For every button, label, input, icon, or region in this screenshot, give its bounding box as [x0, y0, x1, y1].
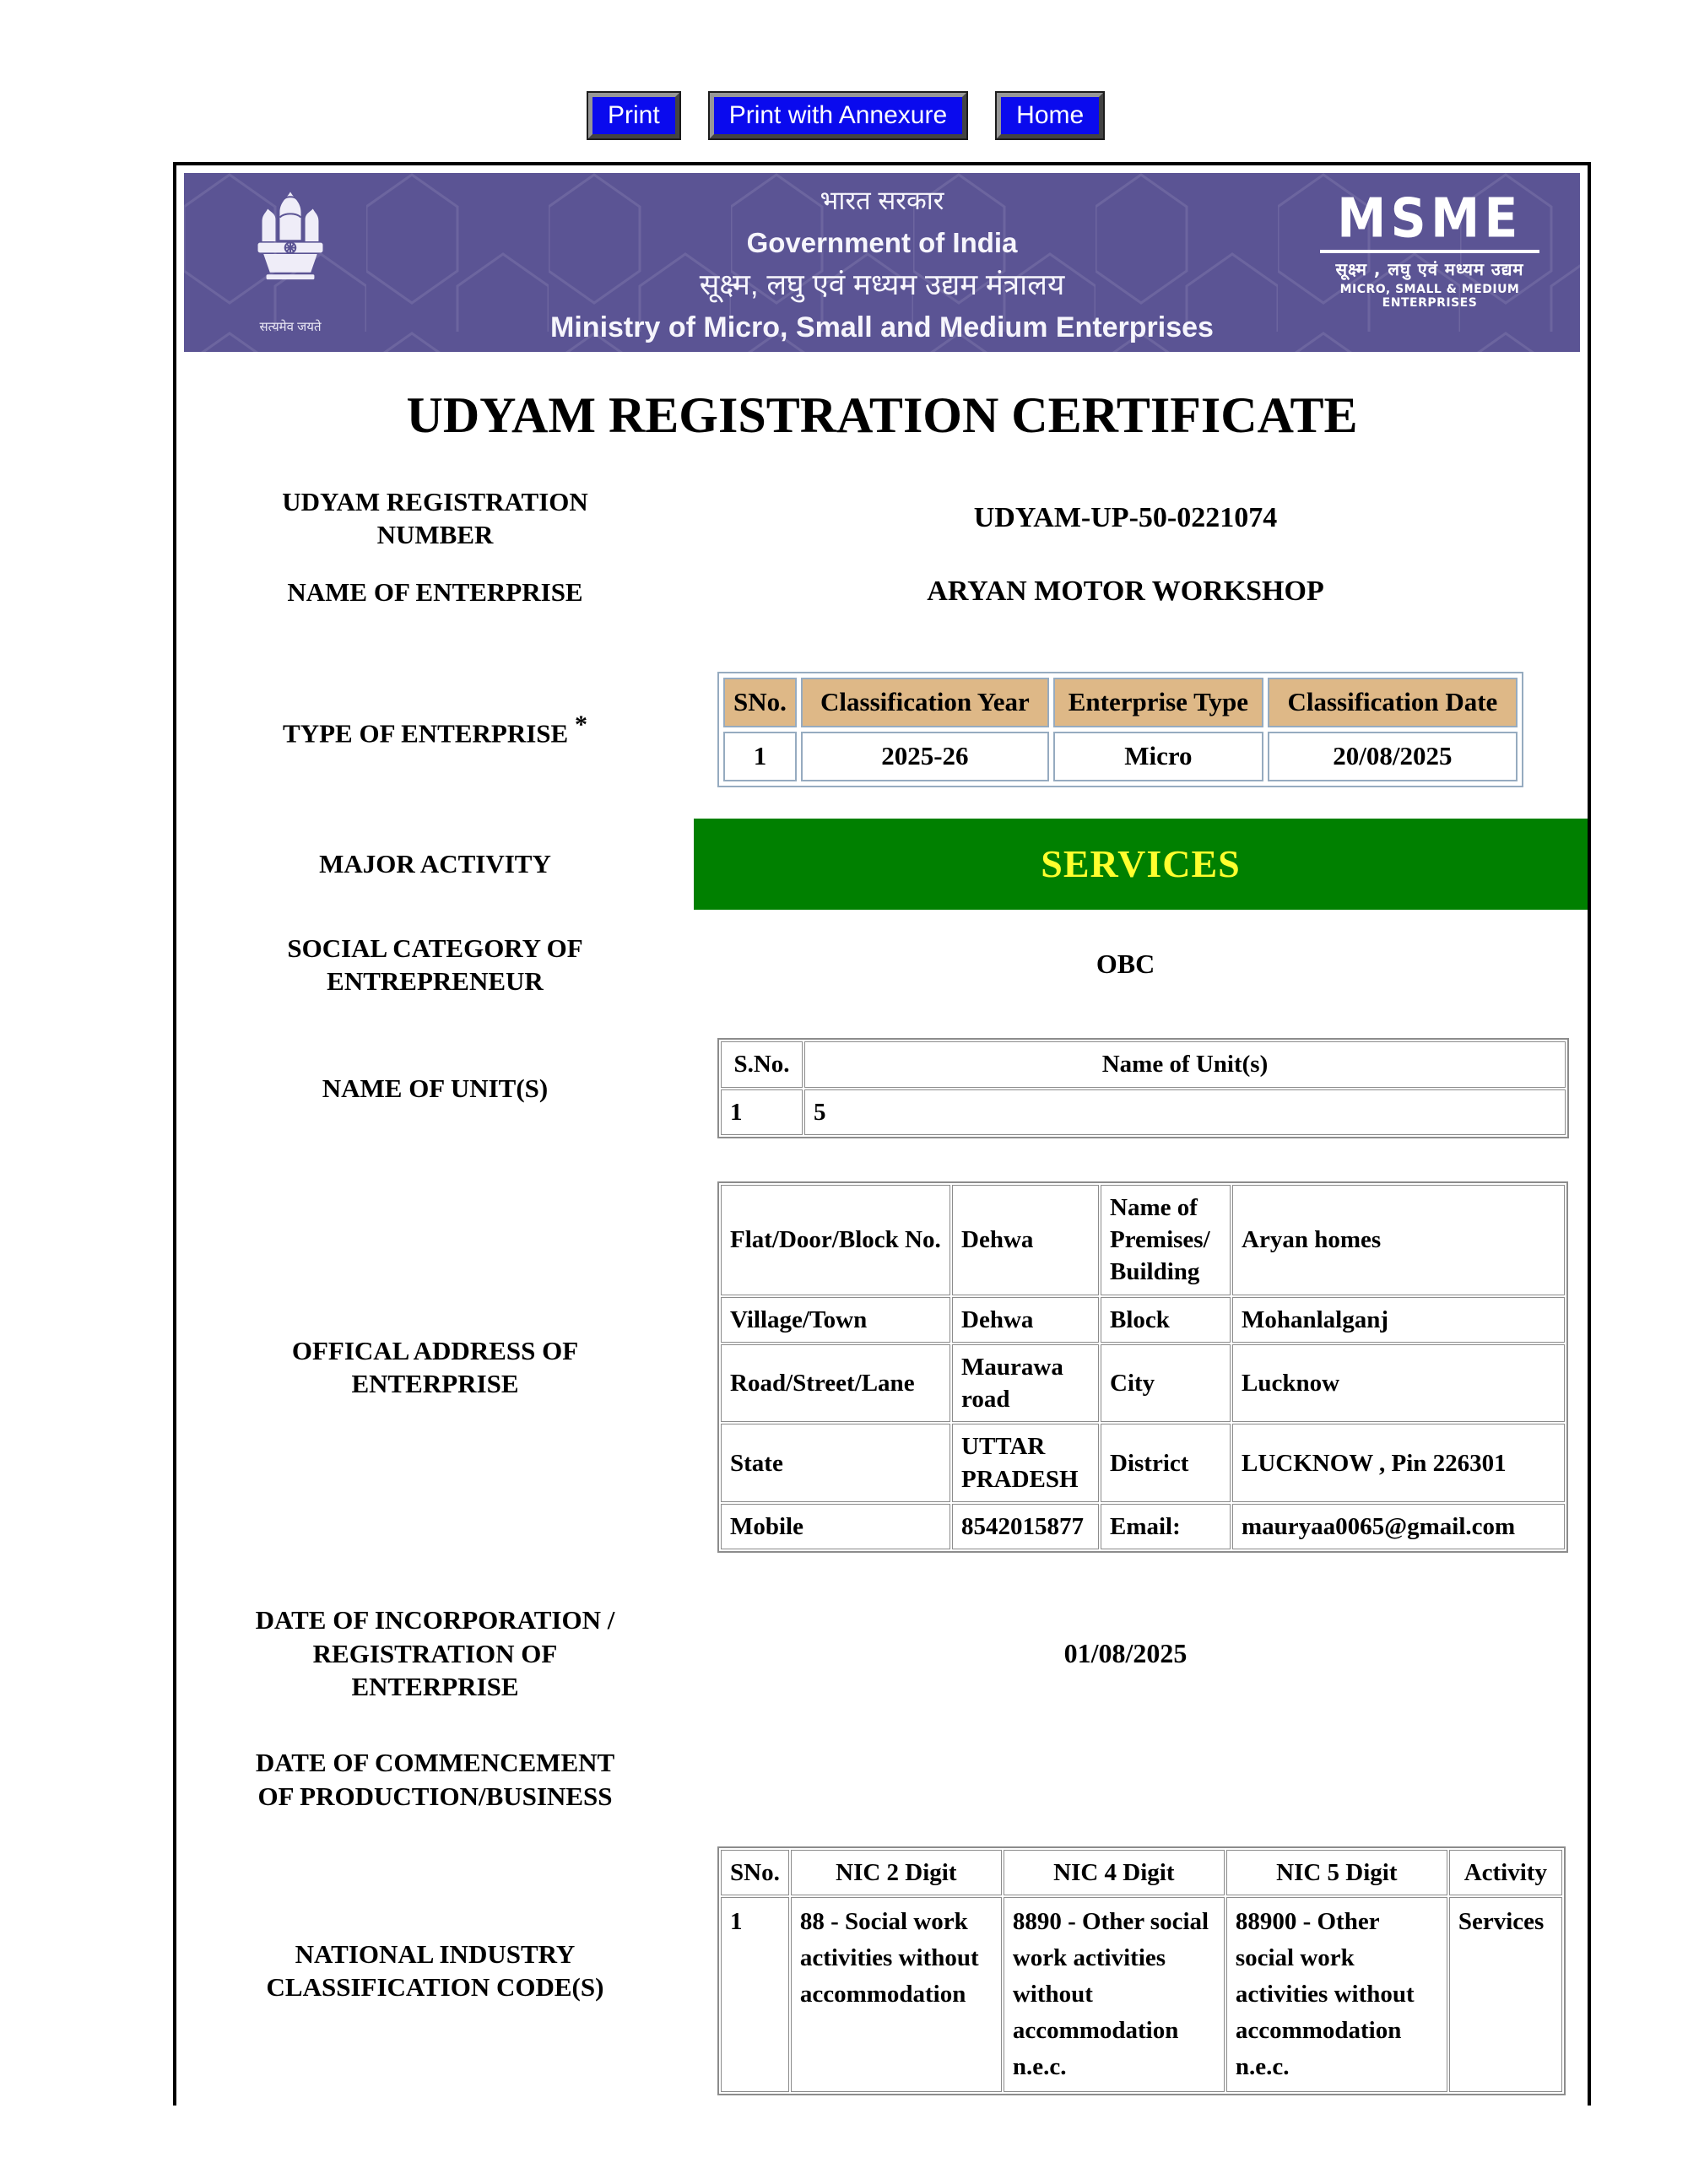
- column-header: NIC 5 Digit: [1226, 1850, 1447, 1895]
- print-toolbar: [588, 93, 1130, 138]
- column-header: Name of Unit(s): [804, 1041, 1566, 1087]
- enterprise-name-label: NAME OF ENTERPRISE: [287, 576, 583, 607]
- table-row: [721, 1897, 1562, 2092]
- field-row-commencement-date: [176, 1746, 1588, 1813]
- table-cell: Dehwa: [952, 1297, 1099, 1343]
- ministry-name-hindi: सूक्ष्म, लघु एवं मध्यम उद्यम मंत्रालय: [699, 268, 1065, 301]
- column-header: Enterprise Type: [1053, 678, 1263, 727]
- enterprise-name-value: ARYAN MOTOR WORKSHOP: [927, 576, 1324, 608]
- msme-logo-word: MSME: [1337, 187, 1523, 250]
- table-cell: Block: [1101, 1297, 1231, 1343]
- field-row-address: [176, 1181, 1588, 1553]
- table-cell: 1: [723, 732, 797, 781]
- table-cell: Village/Town: [721, 1297, 950, 1343]
- column-header: NIC 4 Digit: [1004, 1850, 1225, 1895]
- footnote-asterisk: *: [574, 710, 587, 738]
- table-cell: Services: [1449, 1897, 1562, 2092]
- incorporation-date-label: DATE OF INCORPORATION / REGISTRATION OF ENTERPRISE: [255, 1605, 615, 1701]
- column-header: NIC 2 Digit: [791, 1850, 1002, 1895]
- type-of-enterprise-table: [717, 672, 1523, 787]
- field-row-registration-number: [176, 485, 1588, 552]
- table-header-row: [721, 1850, 1562, 1895]
- field-row-incorporation-date: [176, 1603, 1588, 1703]
- msme-tagline-hindi: सूक्ष्म , लघु एवं मध्यम उद्यम: [1335, 259, 1524, 279]
- table-cell: 2025-26: [801, 732, 1049, 781]
- table-row: [721, 1297, 1565, 1343]
- table-cell: 1: [721, 1897, 789, 2092]
- column-header: SNo.: [723, 678, 797, 727]
- commencement-date-label: DATE OF COMMENCEMENT OF PRODUCTION/BUSINESS: [255, 1748, 615, 1811]
- table-row: [721, 1344, 1565, 1423]
- table-row: [721, 1424, 1565, 1502]
- major-activity-banner: [694, 819, 1588, 910]
- table-cell: 20/08/2025: [1268, 732, 1518, 781]
- table-cell: Aryan homes: [1232, 1185, 1565, 1295]
- table-cell: Road/Street/Lane: [721, 1344, 950, 1423]
- enterprise-type-label: TYPE OF ENTERPRISE *: [283, 710, 587, 749]
- social-category-label: SOCIAL CATEGORY OF ENTREPRENEUR: [287, 933, 583, 996]
- field-row-enterprise-type: [176, 672, 1588, 787]
- table-row: [721, 1504, 1565, 1549]
- column-header: SNo.: [721, 1850, 789, 1895]
- column-header: Activity: [1449, 1850, 1562, 1895]
- enterprise-type-value-area: [694, 672, 1588, 787]
- table-cell: LUCKNOW , Pin 226301: [1232, 1424, 1565, 1502]
- table-cell: 5: [804, 1089, 1566, 1135]
- field-row-units: [176, 1038, 1588, 1138]
- table-cell: 1: [721, 1089, 803, 1135]
- table-cell: Micro: [1053, 732, 1263, 781]
- address-table: [717, 1181, 1568, 1553]
- field-row-social-category: [176, 932, 1588, 998]
- table-cell: Email:: [1101, 1504, 1231, 1549]
- table-row: [721, 1089, 1566, 1135]
- major-activity-value: SERVICES: [1041, 842, 1241, 886]
- table-cell: Lucknow: [1232, 1344, 1565, 1423]
- table-cell: UTTAR PRADESH: [952, 1424, 1099, 1502]
- table-header-row: [721, 1041, 1566, 1087]
- nic-codes-label: NATIONAL INDUSTRY CLASSIFICATION CODE(S): [266, 1939, 604, 2003]
- table-row: [723, 732, 1518, 781]
- registration-number-value: UDYAM-UP-50-0221074: [973, 502, 1278, 534]
- units-table: [717, 1038, 1569, 1138]
- table-cell: 88 - Social work activities without accommodation: [791, 1897, 1002, 2092]
- ministry-name-english: Ministry of Micro, Small and Medium Enterprises: [550, 311, 1214, 343]
- address-label: OFFICAL ADDRESS OF ENTERPRISE: [291, 1335, 579, 1399]
- page-title: UDYAM REGISTRATION CERTIFICATE: [406, 387, 1358, 443]
- table-cell: City: [1101, 1344, 1231, 1423]
- print-button[interactable]: Print: [588, 93, 679, 138]
- emblem-motto: सत्यमेव जयते: [259, 320, 322, 334]
- column-header: Classification Date: [1268, 678, 1518, 727]
- government-header-banner: [184, 173, 1580, 352]
- units-value-area: [694, 1038, 1588, 1138]
- table-cell: State: [721, 1424, 950, 1502]
- nic-value-area: [694, 1846, 1588, 2095]
- units-label: NAME OF UNIT(S): [322, 1073, 549, 1103]
- field-row-enterprise-name: [176, 576, 1588, 608]
- column-header: Classification Year: [801, 678, 1049, 727]
- registration-number-label: UDYAM REGISTRATION NUMBER: [282, 487, 588, 550]
- msme-tagline-english: MICRO, SMALL & MEDIUM ENTERPRISES: [1339, 283, 1520, 310]
- table-cell: Maurawa road: [952, 1344, 1099, 1423]
- certificate-frame: [173, 162, 1591, 2106]
- table-cell: Mohanlalganj: [1232, 1297, 1565, 1343]
- government-of-india-hindi: भारत सरकार: [820, 186, 944, 215]
- table-cell: Name of Premises/ Building: [1101, 1185, 1231, 1295]
- field-row-nic-codes: [176, 1846, 1588, 2095]
- home-button[interactable]: Home: [997, 93, 1103, 138]
- table-cell: Dehwa: [952, 1185, 1099, 1295]
- table-cell: Flat/Door/Block No.: [721, 1185, 950, 1295]
- table-cell: mauryaa0065@gmail.com: [1232, 1504, 1565, 1549]
- table-cell: Mobile: [721, 1504, 950, 1549]
- major-activity-label: MAJOR ACTIVITY: [319, 848, 551, 878]
- table-cell: 8542015877: [952, 1504, 1099, 1549]
- table-row: [721, 1185, 1565, 1295]
- print-with-annexure-button[interactable]: Print with Annexure: [710, 93, 966, 138]
- column-header: S.No.: [721, 1041, 803, 1087]
- government-of-india-english: Government of India: [746, 227, 1018, 258]
- table-cell: District: [1101, 1424, 1231, 1502]
- msme-logo: [1315, 187, 1545, 310]
- table-cell: 88900 - Other social work activities without accommodation n.e.c.: [1226, 1897, 1447, 2092]
- nic-codes-table: [717, 1846, 1566, 2095]
- incorporation-date-value: 01/08/2025: [1063, 1637, 1188, 1668]
- table-header-row: [723, 678, 1518, 727]
- table-cell: 8890 - Other social work activities without accommodation n.e.c.: [1004, 1897, 1225, 2092]
- msme-logo-rule: [1320, 250, 1539, 253]
- field-row-major-activity: [176, 819, 1588, 910]
- address-value-area: [694, 1181, 1588, 1553]
- social-category-value: OBC: [1096, 949, 1155, 980]
